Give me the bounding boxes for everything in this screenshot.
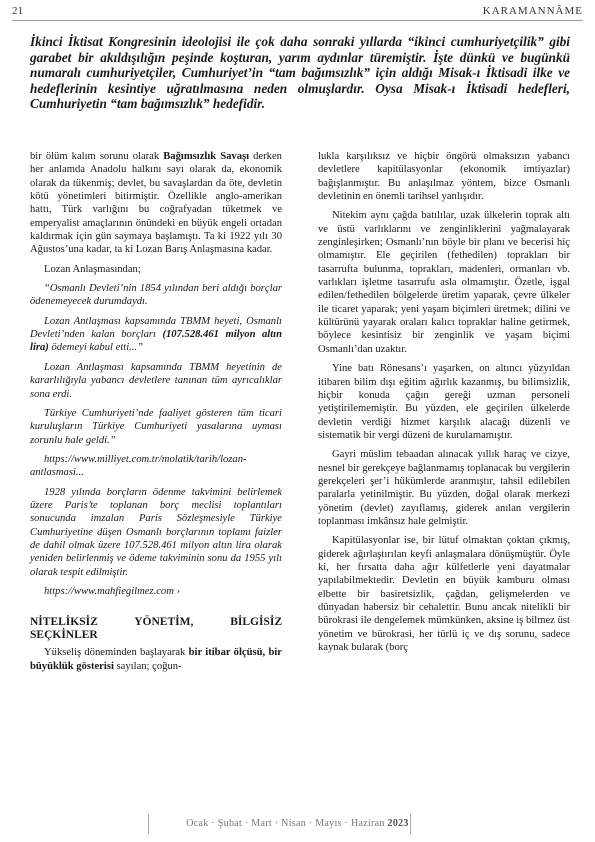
source-link[interactable]: https://www.milliyet.com.tr/molatik/tarih/lozan-antlasmasi... [30,453,247,479]
paragraph: Gayri müslim tebaadan alınacak yıllık haraç ve cizye, nesnel bir gerekçeye bağlanmamış toplanacak bu vergilerin gerekçeleri şer’i hükümlerde aranmıştır, tahsil edilebilen paralarla yetinilmiştir. Bu yüzden, doğal olarak merkezi yönetim (devlet) zayıflamış, giderek anılan vergilerin toplanması imkânsız hale gelmiştir. [318,449,570,527]
quote: Lozan Antlaşması kapsamında TBMM heyetinin de kararlılığıyla yabancı devletlere tanınan tüm ayrıcalıklar sona erdi. [30,361,282,400]
paragraph: Nitekim aynı çağda batılılar, uzak ülkelerin toprak altı ve üstü varlıklarını ve zenginliklerini yağmalayarak zenginleşirken; Osmanlı’nın böyle bir planı ve becerisi hiç olmamıştır. Ele geçirilen (fethedilen) toprakları bir tasarrufta bulunma, toprakları, madenleri, ormanları vb. varlıkları işletme tasarrufu asla olmamıştır. Özetle, işgal edilen/fethedilen bölgelerde üretim yaparak, çevre ülkeler ile ticaret yaparak; yeni yaşam biçimleri üretmek; dilini ve kültürünü yayarak oraları kalıcı topraklar haline getirmek, böylece kesintisiz bir zenginlik ve yaşam biçimi Osmanlı’dan uzaktır. [318,210,570,355]
section-heading: NİTELİKSİZ YÖNETİM, BİLGİSİZ SEÇKİNLER [30,616,282,642]
magazine-title: KARAMANNÂME [482,5,583,17]
quote: “Osmanlı Devleti’nin 1854 yılından beri aldığı borçlar ödenemeyecek durumdaydı. [30,283,282,308]
paragraph [30,150,282,257]
text: bir ölüm kalım sorunu olarak [30,151,164,162]
bold-text: bir itibar ölçüsü, bir büyüklük gösterisi [30,647,282,672]
page-number: 21 [12,5,23,17]
quote [30,315,282,355]
left-column [30,150,282,679]
issue-months [0,818,595,829]
bold-text: Bağımsızlık Savaşı [163,151,250,162]
paragraph [30,646,282,673]
page-footer [0,814,595,834]
issue-year: 2023 [387,818,409,829]
right-column [318,150,570,660]
intro-paragraph: İkinci İktisat Kongresinin ideolojisi ile çok daha sonraki yıllarda “ikinci cumhuriyetçilik” gibi garabet bir akıldışılığın peşinde koşturan, yarım aydınlar türemiştir. İşte dünkü ve bugünkü numaralı cumhuriyetçiler, Cumhuriyet’in “tam bağımsızlık” için aldığı Misak-ı İktisadi ilke ve hedeflerinin kesintiye uğratılmasına neden olmuşlardır. Oysa Misak-ı İktisadi hedefleri, Cumhuriyetin “tam bağımsızlık” hedefidir. [30,34,570,112]
source-link[interactable]: https://www.mahfiegilmez.com › [44,585,181,597]
paragraph: lukla karşılıksız ve hiçbir öngörü olmaksızın yabancı devletlere kapitülasyonlar (ekonomik imtiyazlar) bağışlanmıştır. Bu anlaşılmaz yöntem, bizce Osmanlı devletinin en önemli tarihsel yanlışıdır. [318,151,570,203]
paragraph: Kapitülasyonlar ise, bir lütuf olmaktan çoktan çıkmış, giderek ağırlaştırılan keyfi anlaşmalara dönüşmüştür. Öyle ki, her fırsatta daha ağır külfetlerle yeni dayatmalar yapılabilmektedir. Devletin en büyük kamburu olması elbette bir basiretsizlik, çağdan, gelişmelerden ve dünyadan habersiz bir cehalettir. Bunu ancak nitelikli bir bürokrasi ile dengelemek mümkünken, aksine iş bilmez üst yönetim ve bürokrasi, her türlü iç ve dış sorunu, sadece kaynak bularak (borç [318,535,570,654]
page-header [0,0,595,22]
quote: 1928 yılında borçların ödenme takvimini belirlemek üzere Paris’te toplanan borç meclisi toplantıları sonucunda imzalan Paris Sözleşmesiyle Türkiye Cumhuriyetine düşen Osmanlı borçlarının toplamı faizler de dahil olmak üzere 107.528.461 milyon altın lira olarak yeniden belirlenmiş ve ödeme takviminin sonu da 1955 yılı olarak tespit edilmiştir. [30,486,282,578]
header-divider [12,20,583,21]
quote: Türkiye Cumhuriyeti’nde faaliyet gösteren tüm ticari kuruluşların Türkiye Cumhuriyeti yasalarına uyması zorunlu hale geldi.” [30,407,282,446]
paragraph: Yine batı Rönesans’ı yaşarken, on altıncı yüzyıldan itibaren bilim dışı eğitim ağırlık kazanmış, bu bilimsizlik, hiçbir konuda çağın gereği uzman personeli yetiştirilememiştir. Bu yüzden, ele geçirilen ülkelerde devletin verdiği hizmet karşılık alacağı düzenli ve sistematik bir vergi düzeni de kurulamamıştır. [318,363,570,441]
text: sayılan; çoğun- [113,660,182,672]
paragraph: Lozan Anlaşmasından; [44,263,141,275]
text: Lozan Antlaşması kapsamında TBMM heyeti, Osmanlı Devleti’nden kalan borçları [30,315,282,341]
months-text: Ocak · Şubat · Mart · Nisan · Mayıs · Haziran [186,818,385,829]
text: Yükseliş döneminden başlayarak [44,647,189,659]
text: ödemeyi kabul etti...” [48,342,143,354]
bold-text: (107.528.461 milyon altın lira) [30,329,282,354]
text: derken her anlamda Anadolu halkını sayı olarak da, ekonomik olarak da tükenmiş; devlet, bu savaşlardan da öte, devletin kötü yönetimleri bitirmiştir. Özellikle anglo-amerikan hattı, Türk varlığını bu coğrafyadan tüketmek ve emperyalist amaçlarının önündeki en büyük engeli ortadan kaldırmak için gün saymaya başlamıştı. Ta ki 1922 yılı 30 Ağustos’una kadar, ta ki Lozan Barış Anlaşmasına kadar. [30,151,282,256]
footer-divider [410,814,411,834]
